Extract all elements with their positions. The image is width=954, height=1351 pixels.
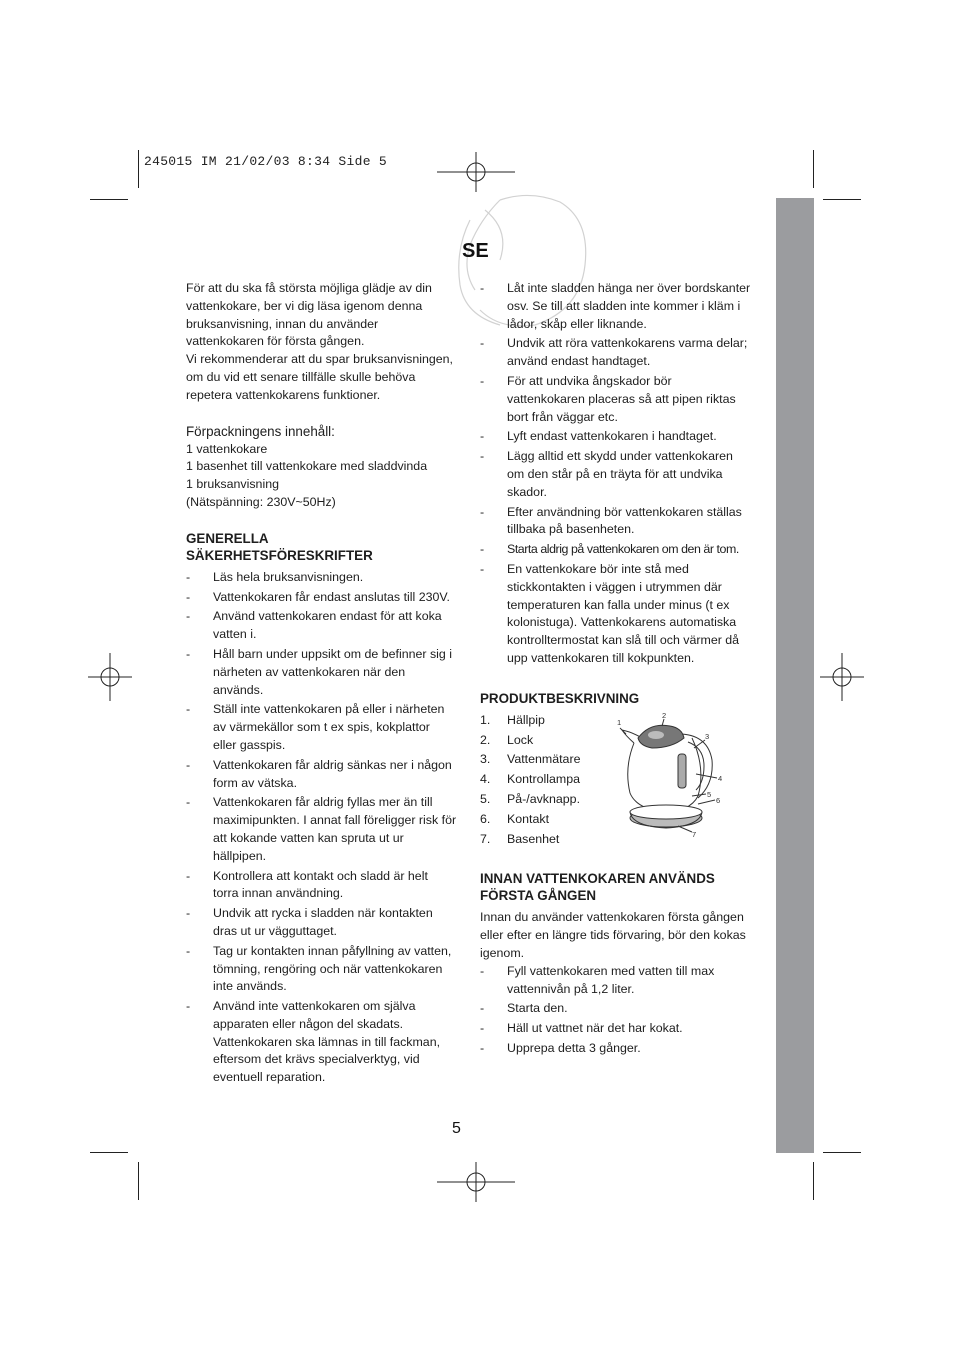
list-item-line: upp vattenkokaren till kokpunkten. [507,650,695,665]
list-item-line: Häll ut vattnet när det har kokat. [507,1021,683,1036]
list-item [186,943,466,996]
list-item-line: eventuell reparation. [213,1070,326,1085]
intro-line: om du vid ett senare tillfälle skulle behöva [186,369,416,384]
list-item [480,280,762,333]
part-number: 1. [480,712,491,727]
list-item-line: att kokande vatten kan spruta ut ur [213,830,404,845]
list-item-line: eller gasspis. [213,737,286,752]
list-item-line: Ställ inte vattenkokaren på eller i närheten [213,702,445,717]
intro-line: För att du ska få största möjliga glädje av din [186,281,432,295]
crop-mark [813,150,814,188]
list-item-line: närheten av vattenkokaren när den [213,664,406,679]
list-item-line: av värmekällor som t ex spis, kokplattor [213,720,430,735]
list-item [480,541,762,559]
registration-mark [820,653,864,701]
list-item-line: om den står på en träyta för att undvika [507,466,723,481]
heading-line: FÖRSTA GÅNGEN [480,888,597,904]
dash-marker: - [186,868,191,883]
list-item-line: bort från väggar etc. [507,409,618,424]
part-label: Kontakt [507,811,550,826]
package-item: (Nätspänning: 230V~50Hz) [186,494,336,509]
dash-marker: - [480,429,485,444]
crop-mark [90,1152,128,1153]
crop-mark [823,1152,861,1153]
first-use-intro-line: igenom. [480,945,525,960]
dash-marker: - [186,609,191,624]
crop-mark [138,150,139,188]
list-item-line: eftersom det krävs specialverktyg, vid [213,1052,420,1067]
list-item-line: skador. [507,484,547,499]
intro-line: Vi rekommenderar att du spar bruksanvisningen, [186,352,453,367]
part-number: 2. [480,732,491,747]
list-item [186,608,466,644]
list-item-line: temperaturen kan falla under minus (t ex [507,597,730,612]
callout-5: 5 [707,790,712,799]
heading-line: INNAN VATTENKOKAREN ANVÄNDS [480,871,715,887]
dash-marker: - [480,1021,485,1036]
list-item [186,998,466,1087]
list-item-line: kolonistuga). Vattenkokarens automatiska [507,615,737,630]
list-item-line: Vattenkokaren får aldrig fyllas mer än till [213,795,433,810]
list-item-line: Undvik att röra vattenkokarens varma delar; [507,336,748,351]
part-number: 6. [480,811,491,826]
callout-7: 7 [692,830,697,839]
list-item [186,701,466,754]
list-item-line: Vattenkokaren får endast anslutas till 230V. [213,589,450,604]
product-heading: PRODUKTBESKRIVNING [480,690,640,706]
list-item-line: Starta den. [507,1001,568,1016]
list-item-line: osv. Se till att sladden inte kommer i kläm i [507,298,741,313]
dash-marker: - [480,449,485,464]
crop-mark [823,199,861,200]
list-item-line: Låt inte sladden hänga ner över bordskanter [507,281,751,295]
list-item-line: Efter användning bör vattenkokaren ställas [507,504,742,519]
list-item-line: kontrolltermostat kan slå till och värmer då [507,633,740,648]
list-item [186,589,466,607]
list-item [186,794,466,865]
list-item-line: torra innan användning. [213,886,344,901]
list-item-line: maximipunkten. I annat fall föreligger risk för [213,813,457,828]
list-item-line: vatten i. [213,627,257,642]
dash-marker: - [186,943,191,958]
dash-marker: - [480,373,485,388]
package-item: 1 basenhet till vattenkokare med sladdvinda [186,459,428,474]
list-item-line: Använd inte vattenkokaren om själva [213,999,416,1014]
package-item: 1 vattenkokare [186,441,268,456]
part-label: Hällpip [507,712,545,727]
callout-1: 1 [617,718,622,727]
first-use-intro-line: Innan du använder vattenkokaren första gången [480,910,744,925]
part-number: 4. [480,772,491,787]
list-item-line: hällpipen. [213,848,267,863]
list-item-line: tömning, rengöring och när vattenkokaren [213,961,443,976]
kettle-diagram [612,708,732,840]
part-label: Lock [507,732,534,747]
page-number: 5 [452,1120,461,1137]
part-number: 5. [480,791,491,806]
right-column [480,280,762,1060]
dash-marker: - [480,1040,485,1055]
list-item [480,1040,762,1058]
first-use-intro [480,909,762,962]
left-column [186,280,466,1089]
dash-marker: - [186,569,191,584]
intro-line: bruksanvisning, innan du använder [186,316,379,331]
dash-marker: - [186,646,191,661]
list-item [480,448,762,501]
dash-marker: - [480,963,485,978]
dash-marker: - [186,702,191,717]
list-item-line: För att undvika ångskador bör [507,373,672,388]
intro-line: vattenkokaren för första gången. [186,334,365,349]
list-item-line: En vattenkokare bör inte stå med [507,561,689,576]
safety-list [186,569,466,1087]
list-item-line: Läs hela bruksanvisningen. [213,569,364,584]
intro-line: vattenkokare, ber vi dig läsa igenom denna [186,298,423,313]
list-item-line: Starta aldrig på vattenkokaren om den är tom. [507,542,739,557]
list-item [186,868,466,904]
list-item [480,1020,762,1038]
callout-4: 4 [718,774,723,783]
heading-line: GENERELLA [186,530,269,546]
list-item [480,561,762,668]
list-item [186,569,466,587]
list-item-line: Lyft endast vattenkokaren i handtaget. [507,429,717,444]
list-item-line: form av vätska. [213,775,298,790]
list-item [480,1000,762,1018]
package-item: 1 bruksanvisning [186,477,279,492]
callout-2: 2 [662,711,667,720]
list-item-line: Fyll vattenkokaren med vatten till max [507,963,715,978]
part-label: Vattenmätare [507,752,581,767]
callout-3: 3 [705,732,710,741]
list-item-line: Använd vattenkokaren endast för att koka [213,609,442,624]
dash-marker: - [480,542,485,557]
first-use-steps [480,963,762,1058]
dash-marker: - [480,281,485,295]
list-item [186,757,466,793]
part-label: Basenhet [507,831,560,846]
list-item [186,646,466,699]
list-item-line: Vattenkokaren får aldrig sänkas ner i någon [213,757,452,772]
first-use-heading [480,870,762,904]
crop-mark [90,199,128,200]
list-item-line: vattenkokaren placeras så att pipen riktas [507,391,736,406]
dash-marker: - [186,589,191,604]
intro-paragraph [186,280,466,405]
list-item-line: inte används. [213,979,287,994]
first-use-intro-line: eller efter en längre tids förvaring, bör den kokas [480,928,746,943]
crop-mark [138,1162,139,1200]
list-item [480,504,762,540]
dash-marker: - [480,1001,485,1016]
package-contents [186,441,466,512]
list-item [186,905,466,941]
list-item-line: Håll barn under uppsikt om de befinner sig i [213,646,452,661]
part-label: På-/avknapp. [507,791,581,806]
language-code: SE [462,240,489,262]
list-item-line: dras ut ur vägguttaget. [213,923,337,938]
crop-mark [813,1162,814,1200]
registration-mark [437,1160,515,1204]
dash-marker: - [480,504,485,519]
list-item-line: apparaten eller någon del skadats. [213,1016,404,1031]
dash-marker: - [186,795,191,810]
dash-marker: - [480,336,485,351]
list-item-line: Upprepa detta 3 gånger. [507,1040,641,1055]
callout-6: 6 [716,796,721,805]
list-item-line: Undvik att rycka i sladden när kontakten [213,906,433,921]
list-item-line: stickkontakten i väggen i utrymmen där [507,579,722,594]
dash-marker: - [186,757,191,772]
package-heading: Förpackningens innehåll: [186,423,335,439]
part-number: 7. [480,831,491,846]
safety-heading [186,530,466,564]
dash-marker: - [186,906,191,921]
part-number: 3. [480,752,491,767]
safety-list-continued [480,280,762,668]
list-item [480,428,762,446]
intro-line: repetera vattenkokarens funktioner. [186,387,381,402]
list-item-line: använd endast handtaget. [507,354,651,369]
dash-marker: - [186,999,191,1014]
part-label: Kontrollampa [507,772,581,787]
list-item-line: Lägg alltid ett skydd under vattenkokaren [507,449,733,464]
list-item-line: tillbaka på basenheten. [507,522,635,537]
list-item [480,335,762,371]
list-item [480,373,762,426]
list-item-line: Kontrollera att kontakt och sladd är helt [213,868,428,883]
list-item-line: vattennivån på 1,2 liter. [507,981,635,996]
registration-mark [437,150,515,194]
list-item [480,963,762,999]
list-item-line: Tag ur kontakten innan påfyllning av vatten, [213,943,452,958]
heading-line: SÄKERHETSFÖRESKRIFTER [186,547,373,563]
side-tab [776,198,814,1153]
registration-mark [88,653,132,701]
list-item-line: lådor, skåp eller liknande. [507,316,647,331]
list-item-line: Vattenkokaren ska lämnas in till fackman, [213,1034,441,1049]
print-job-header: 245015 IM 21/02/03 8:34 Side 5 [144,154,388,169]
dash-marker: - [480,561,485,576]
list-item-line: används. [213,682,264,697]
